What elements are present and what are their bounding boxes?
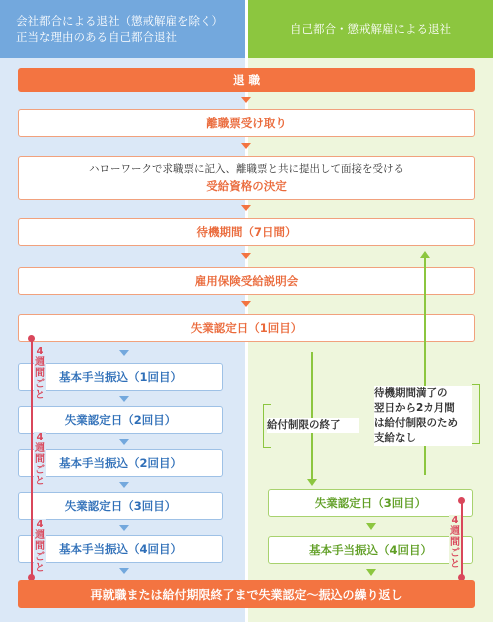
cycle-line-left bbox=[31, 340, 33, 580]
no-benefit-note bbox=[374, 386, 472, 446]
payment-1-label: 基本手当振込（1回目） bbox=[58, 370, 182, 384]
certification-2-box bbox=[18, 406, 223, 434]
left-header-line1: 会社都合による退社（懲戒解雇を除く） bbox=[16, 14, 223, 28]
cycle-dot bbox=[458, 497, 465, 504]
receive-slip-box bbox=[18, 109, 475, 137]
right-certification-label: 失業認定日（3回目） bbox=[314, 496, 427, 510]
restriction-line bbox=[311, 352, 313, 480]
payment-2-box bbox=[18, 449, 223, 477]
briefing-box bbox=[18, 267, 475, 295]
left-column-header bbox=[0, 0, 245, 58]
cycle-dot bbox=[28, 335, 35, 342]
payment-1-box bbox=[18, 363, 223, 391]
arrow-down-icon bbox=[119, 439, 129, 445]
no-benefit-line3: は給付制限のため bbox=[374, 417, 458, 429]
arrow-down-icon bbox=[366, 569, 376, 576]
note-bracket-right bbox=[472, 384, 480, 444]
arrow-down-icon bbox=[241, 97, 251, 103]
arrow-down-icon bbox=[119, 482, 129, 488]
arrow-down-icon bbox=[241, 253, 251, 259]
payment-4-box bbox=[18, 535, 223, 563]
hellowork-box bbox=[18, 156, 475, 200]
arrow-down-icon bbox=[119, 525, 129, 531]
arrow-down-icon bbox=[241, 143, 251, 149]
cycle-label-2: 4週間ごと bbox=[35, 432, 45, 487]
no-benefit-line1: 待機期間満了の bbox=[374, 387, 448, 399]
right-certification-box bbox=[268, 489, 473, 517]
arrow-down-icon bbox=[241, 205, 251, 211]
hellowork-instruction: ハローワークで求職票に記入、離職票と共に提出して面接を受ける bbox=[89, 163, 404, 175]
cycle-label-3: 4週間ごと bbox=[35, 519, 45, 574]
receive-slip-label: 離職票受け取り bbox=[206, 116, 287, 130]
arrow-down-icon bbox=[119, 396, 129, 402]
arrow-down-icon bbox=[119, 350, 129, 356]
right-payment-label: 基本手当振込（4回目） bbox=[308, 543, 432, 557]
restriction-end-text: 給付制限の終了 bbox=[267, 419, 341, 431]
right-payment-box bbox=[268, 536, 473, 564]
right-column-header bbox=[248, 0, 493, 58]
arrow-down-icon bbox=[307, 479, 317, 486]
briefing-label: 雇用保険受給説明会 bbox=[194, 274, 299, 288]
certification-1-box bbox=[18, 314, 475, 342]
retire-label: 退 職 bbox=[232, 73, 260, 87]
cycle-line-right bbox=[461, 502, 463, 578]
no-benefit-line4: 支給なし bbox=[374, 432, 416, 444]
arrow-down-icon bbox=[366, 523, 376, 530]
waiting-period-box bbox=[18, 218, 475, 246]
repeat-footer-label: 再就職または給付期限終了まで失業認定～振込の繰り返し bbox=[90, 587, 403, 602]
left-header-line2: 正当な理由のある自己都合退社 bbox=[16, 30, 177, 44]
payment-4-label: 基本手当振込（4回目） bbox=[58, 542, 182, 556]
arrow-down-icon bbox=[119, 568, 129, 574]
cycle-label-1: 4週間ごと bbox=[35, 346, 45, 401]
retire-box bbox=[18, 68, 475, 92]
certification-3-label: 失業認定日（3回目） bbox=[64, 499, 177, 513]
right-header-text: 自己都合・懲戒解雇による退社 bbox=[290, 22, 451, 36]
waiting-period-label: 待機期間（7日間） bbox=[196, 225, 297, 239]
arrow-up-icon bbox=[420, 251, 430, 258]
repeat-footer-box bbox=[18, 580, 475, 608]
no-benefit-line2: 翌日から2カ月間 bbox=[374, 402, 455, 414]
arrow-down-icon bbox=[241, 301, 251, 307]
cycle-label-right: 4週間ごと bbox=[450, 515, 460, 570]
certification-3-box bbox=[18, 492, 223, 520]
payment-2-label: 基本手当振込（2回目） bbox=[58, 456, 182, 470]
certification-2-label: 失業認定日（2回目） bbox=[64, 413, 177, 427]
qualification-decision: 受給資格の決定 bbox=[206, 179, 287, 193]
certification-1-label: 失業認定日（1回目） bbox=[190, 321, 303, 335]
restriction-end-note bbox=[267, 418, 359, 433]
